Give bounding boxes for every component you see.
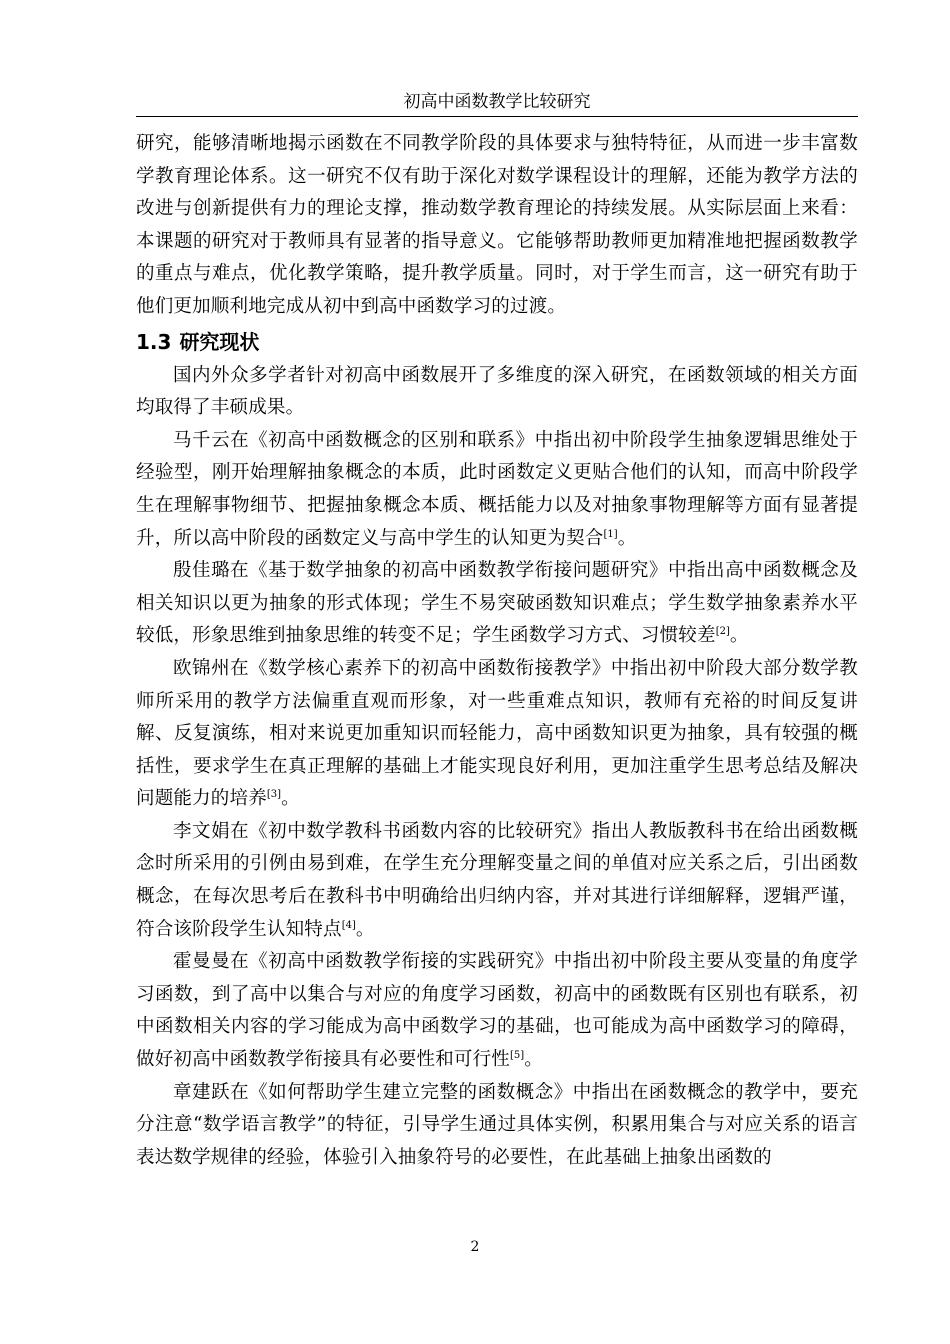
paragraph-ma-qianyun <box>136 425 858 555</box>
paragraph-text: 殷佳璐在《基于数学抽象的初高中函数教学衔接问题研究》中指出高中函数概念及相关知识以更为抽象的形式体现；学生不易突破函数知识难点；学生数学抽象素养水平较低，形象思维到抽象思维的转变不足；学生函数学习方式、习惯较差 <box>136 560 858 647</box>
page-body <box>136 128 858 1174</box>
paragraph-huo-manman <box>136 946 858 1076</box>
header-rule <box>136 116 858 117</box>
paragraph-yin-jialu <box>136 555 858 653</box>
citation-marker: [1] <box>603 528 618 540</box>
paragraph-li-wenjuan <box>136 816 858 946</box>
page-number: 2 <box>470 1239 480 1255</box>
paragraph-zhang-jianyue <box>136 1077 858 1175</box>
citation-marker: [4] <box>341 919 356 931</box>
paragraph-text: 马千云在《初高中函数概念的区别和联系》中指出初中阶段学生抽象逻辑思维处于经验型，刚开始理解抽象概念的本质，此时函数定义更贴合他们的认知，而高中阶段学生在理解事物细节、把握抽象概念本质、概括能力以及对抽象事物理解等方面有显著提升，所以高中阶段的函数定义与高中学生的认知更为契合 <box>136 429 858 549</box>
section-heading <box>136 326 858 358</box>
paragraph-end: 。 <box>355 918 375 940</box>
paragraph-text: 李文娟在《初中数学教科书函数内容的比较研究》指出人教版教科书在给出函数概念时所采用的引例由易到难，在学生充分理解变量之间的单值对应关系之后，引出函数概念，在每次思考后在教科书中明确给出归纳内容，并对其进行详细解释，逻辑严谨，符合该阶段学生认知特点 <box>136 820 858 940</box>
running-header: 初高中函数教学比较研究 <box>403 92 591 112</box>
paragraph-text: 霍曼曼在《初高中函数教学衔接的实践研究》中指出初中阶段主要从变量的角度学习函数，到了高中以集合与对应的角度学习函数，初高中的函数既有区别也有联系，初中函数相关内容的学习能成为高中函数学习的基础，也可能成为高中函数学习的障碍，做好初高中函数教学衔接具有必要性和可行性 <box>136 951 858 1071</box>
intro-paragraph: 研究，能够清晰地揭示函数在不同教学阶段的具体要求与独特特征，从而进一步丰富数学教育理论体系。这一研究不仅有助于深化对数学课程设计的理解，还能为教学方法的改进与创新提供有力的理论支撑，推动数学教育理论的持续发展。从实际层面上来看：本课题的研究对于教师具有显著的指导意义。它能够帮助教师更加精准地把握函数教学的重点与难点，优化教学策略，提升教学质量。同时，对于学生而言，这一研究有助于他们更加顺利地完成从初中到高中函数学习的过渡。 <box>136 133 858 317</box>
citation-marker: [2] <box>715 626 730 638</box>
paragraph-end: 。 <box>524 1049 543 1071</box>
paragraph-end: 。 <box>729 625 749 647</box>
paragraph-end: 。 <box>617 527 637 549</box>
paragraph-text: 国内外众多学者针对初高中函数展开了多维度的深入研究，在函数领域的相关方面均取得了丰硕成果。 <box>136 364 858 419</box>
paragraph-scholars-overview <box>136 360 858 425</box>
paragraph-ou-jinzhou <box>136 653 858 816</box>
citation-marker: [3] <box>266 789 282 801</box>
paragraph-text: 欧锦州在《数学核心素养下的初高中函数衔接教学》中指出初中阶段大部分数学教师所采用的教学方法偏重直观而形象，对一些重难点知识，教师有充裕的时间反复讲解、反复演练，相对来说更加重知识而轻能力，高中函数知识更为抽象，具有较强的概括性，要求学生在真正理解的基础上才能实现良好利用，更加注重学生思考总结及解决问题能力的培养 <box>136 657 858 810</box>
paragraph-end: 。 <box>281 788 300 810</box>
section-title: 研究现状 <box>179 329 260 354</box>
paragraph-text: 章建跃在《如何帮助学生建立完整的函数概念》中指出在函数概念的教学中，要充分注意“数学语言教学”的特征，引导学生通过具体实例，积累用集合与对应关系的语言表达数学规律的经验，体验引入抽象符号的必要性，在此基础上抽象出函数的 <box>136 1081 858 1168</box>
section-number: 1.3 <box>136 329 172 354</box>
citation-marker: [5] <box>510 1049 525 1061</box>
